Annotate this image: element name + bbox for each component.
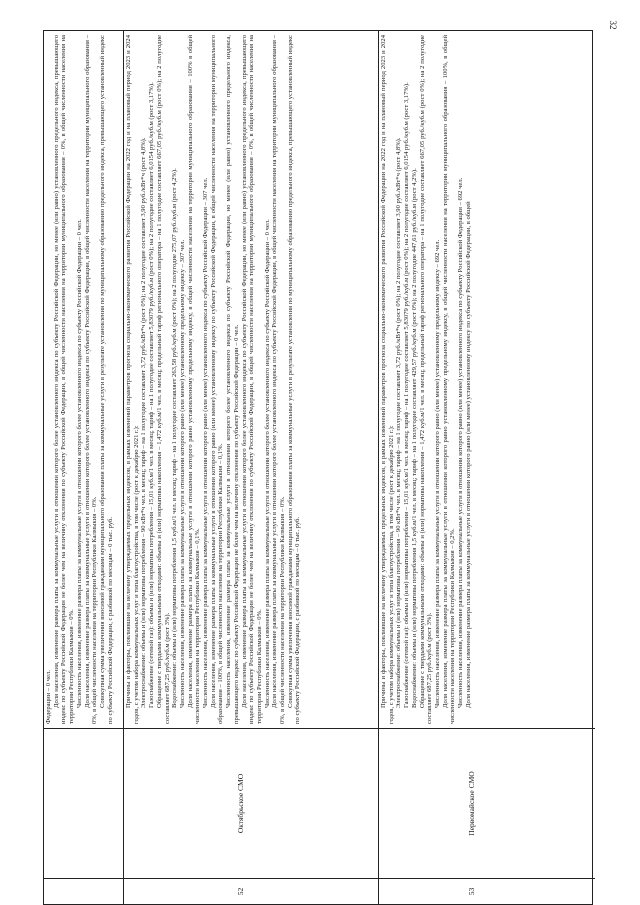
paragraph: Доля населения, изменение размера платы за коммунальные услуги в отношении которого более установленного индекса по субъекту Российской Федерации, в общей численности населения на территории муниципального образования – 0%, в общей численности населения на территории Республики Калмыкия – 0%.	[271, 35, 287, 724]
paragraph: Газоснабжение (сетевой газ): объемы и (или) нормативы потребления – 15,01 куб.м/1 чел. в месяц; тариф – на 1 полугодие составляет 5,83079 руб./куб.м (рост 0%); на 2 полугодие составляет 6,0154 руб./куб.м (рост 3,17%).	[403, 82, 411, 708]
paragraph: Обращение с твердыми коммунальными отходами: объемы и (или) нормативы накопления – 1,472 куб.м/1 чел. в месяц; предельный тариф регионального оператора – на 1 полугодие составляет 667,05 руб./куб.м (рост 0%); на 2 полугодие составляет 687,25 руб./куб.м (рост 3%).	[155, 35, 171, 724]
name-cell	[124, 728, 379, 878]
paragraph: Газоснабжение (сетевой газ): объемы и (или) нормативы потребления – 15,01 куб.м/1 чел. в месяц; тариф – на 1 полугодие составляет 5,83079 руб./куб.м (рост 0%); на 2 полугодие составляет 6,0154 руб./куб.м (рост 3,17%).	[148, 82, 156, 708]
description-cell	[44, 31, 123, 728]
number-cell	[379, 878, 595, 904]
paragraph: Обращение с твердыми коммунальными отходами: объемы и (или) нормативы накопления – 1,472 куб.м/1 чел. в месяц; предельный тариф регионального оператора – на 1 полугодие составляет 667,05 руб./куб.м (рост 0%); на 2 полугодие составляет 687,25 руб./куб.м (рост 3%).	[418, 35, 434, 724]
paragraph: Причины и факторы, повлиявшие на величину утверждаемых предельных индексов, в рамках изменений параметров прогноза социально-экономического развития Российской Федерации на 2022 год и на плановый период 2023 и 2024 годов, с учетом набора коммунальных услуг и типа благоустройства, в том числе (рост к декабрю 2021 г.):	[125, 35, 140, 724]
name-cell	[44, 728, 123, 878]
paragraph: Совокупная сумма увеличения вносимой гражданами муниципального образования платы за коммунальные услуги в результате установления по муниципальному образованию предельного индекса, превышающего установленный индекс по субъекту Российской Федерации, с разбивкой по месяцам – 0 тыс. руб.	[98, 35, 114, 724]
paragraph: Федерации – 0 чел.	[45, 670, 52, 724]
paragraph: Доля населения, изменение размера платы за коммунальные услуги в отношении которого равно (или менее) установленному индексу по субъекту Российской Федерации, в общей	[464, 201, 472, 708]
municipality-name: Октябрьское СМО	[236, 773, 245, 834]
paragraph: Электроснабжение: объемы и (или) нормативы потребления – 90 кВт*ч чел. в месяц; тариф – на 1 полугодие составляет 3,72 руб./кВт*ч (рост 0%); на 2 полугодие составляет 3,90 руб./кВт*ч (рост 4,8%).	[395, 137, 403, 708]
name-cell	[379, 728, 595, 878]
paragraph: Численность населения, изменение размера платы за коммунальные услуги в отношении которого равно (или менее) установленного индекса по субъекту Российской Федерации – 692 чел.	[457, 177, 465, 708]
paragraph: Численность населения, изменение размера платы за коммунальные услуги в отношении которого равно (или менее) установленного индекса по субъекту Российской Федерации – 307 чел.	[202, 177, 210, 708]
table-row-continuation	[44, 31, 123, 904]
paragraph: Доля населения, изменение размера платы за коммунальные услуги в отношении которого более установленного индекса по субъекту Российской Федерации, в общей численности населения на территории муниципального образования – 0%, в общей численности населения на территории Республики Калмыкия – 0%.	[83, 35, 99, 724]
paragraph: Электроснабжение: объемы и (или) нормативы потребления – 90 кВт*ч чел. в месяц; тариф – на 1 полугодие составляет 3,72 руб./кВт*ч (рост 0%); на 2 полугодие составляет 3,90 руб./кВт*ч (рост 4,8%).	[140, 137, 148, 708]
paragraph: Водоснабжение: объемы и (или) нормативы потребления 1,5 куб.м/1 чел. в месяц; тариф – на 1 полугодие составляет 429,57 руб./куб.м (рост 0%); на 2 полугодие 447,61 руб./куб.м (рост 4,2%).	[410, 168, 418, 708]
paragraph: Доля населения, изменение размера платы за коммунальные услуги в отношении которого равно установленному предельному индексу, в общей численности населения на территории муниципального образования – 100%, в общей численности населения на территории Республики Калмыкия – 0,2%.	[441, 35, 457, 724]
page-number: 32	[608, 20, 618, 30]
number-cell	[124, 878, 379, 904]
table-row	[123, 31, 379, 904]
table-row	[378, 31, 595, 904]
paragraph: Причины и факторы, повлиявшие на величину утверждаемых предельных индексов, в рамках изменений параметров прогноза социально-экономического развития Российской Федерации на 2022 год и на плановый период 2023 и 2024 годов, с учетом набора коммунальных услуг и типа благоустройства, в том числе (рост к декабрю 2021 г.):	[380, 35, 395, 724]
paragraph: Водоснабжение: объемы и (или) нормативы потребления 1,5 куб.м/1 чел. в месяц; тариф – на 1 полугодие составляет 263,58 руб./куб.м (рост 0%); на 2 полугодие 275,07 руб./куб.м (рост 4,2%).	[171, 168, 179, 708]
row-number: 53	[467, 887, 476, 896]
number-cell	[44, 878, 123, 904]
paragraph: Доля населения, изменение размера платы за коммунальные услуги в отношении которого более установленного индекса по субъекту Российской Федерации, но менее (или равно) установленного предельного индекса, превышающего индекс по субъекту Российской Федерации не более чем на величину отклонения по субъекту Российской Федерации, в общей численности населения на территории муниципального образования – 0%, в общей численности населения на территории Республики Калмыкия – 0%.	[52, 35, 76, 724]
paragraph: Численность населения, изменение размера платы за коммунальные услуги в отношении которого равно (или менее) установленному предельному индексу – 692 чел.	[433, 239, 441, 708]
paragraph: Доля населения, изменение размера платы за коммунальные услуги в отношении которого равно (или менее) установленному индексу по субъекту Российской Федерации, в общей численности населения на территории муниципального образования – 100%, в общей численности населения на территории Республики Калмыкия – 0,1%.	[209, 35, 225, 724]
paragraph: Численность населения, изменение размера платы за коммунальные услуги в отношении которого более установленного индекса по субъекту Российской Федерации – 0 чел.	[75, 219, 83, 708]
paragraph: Доля населения, изменение размера платы за коммунальные услуги в отношении которого более установленного индекса по субъекту Российской Федерации, но менее (или равно) установленного предельного индекса, превышающего индекс по субъекту Российской Федерации не более чем на величину отклонения по субъекту Российской Федерации, в общей численности населения на территории муниципального образования – 0%, в общей численности населения на территории Республики Калмыкия – 0%.	[240, 35, 263, 724]
paragraph: Доля населения, изменение размера платы за коммунальные услуги в отношении которого равно установленному предельному индексу, в общей численности населения на территории муниципального образования – 100% в общей численности населения на территории Республики Калмыкия – 0,1%.	[186, 35, 202, 724]
municipality-name: Первомайское СМО	[467, 771, 476, 836]
paragraph: Численность населения, изменение размера платы за коммунальные услуги в отношении которого более установленного индекса по субъекту Российской Федерации, но менее (или равно) установленного предельного индекса, превышающего индекс по субъекту Российской Федерации не более чем на величину отклонения по субъекту Российской Федерации – 0 чел.	[225, 35, 240, 724]
row-number: 52	[236, 887, 245, 896]
rotated-table	[43, 30, 593, 905]
description-cell	[379, 31, 595, 728]
paragraph: Совокупная сумма увеличения вносимой гражданами муниципального образования платы за коммунальные услуги в результате установления по муниципальному образованию предельного индекса, превышающего установленный индекс по субъекту Российской Федерации, с разбивкой по месяцам – 0 тыс. руб.	[286, 35, 302, 724]
paragraph: Численность населения, изменение размера платы за коммунальные услуги в отношении которого равно (или менее) установленному предельному индексу – 307 чел.	[178, 239, 186, 708]
description-cell	[124, 31, 379, 728]
paragraph: Численность населения, изменение размера платы за коммунальные услуги в отношении которого более установленного индекса по субъекту Российской Федерации – 0 чел.	[263, 219, 271, 708]
